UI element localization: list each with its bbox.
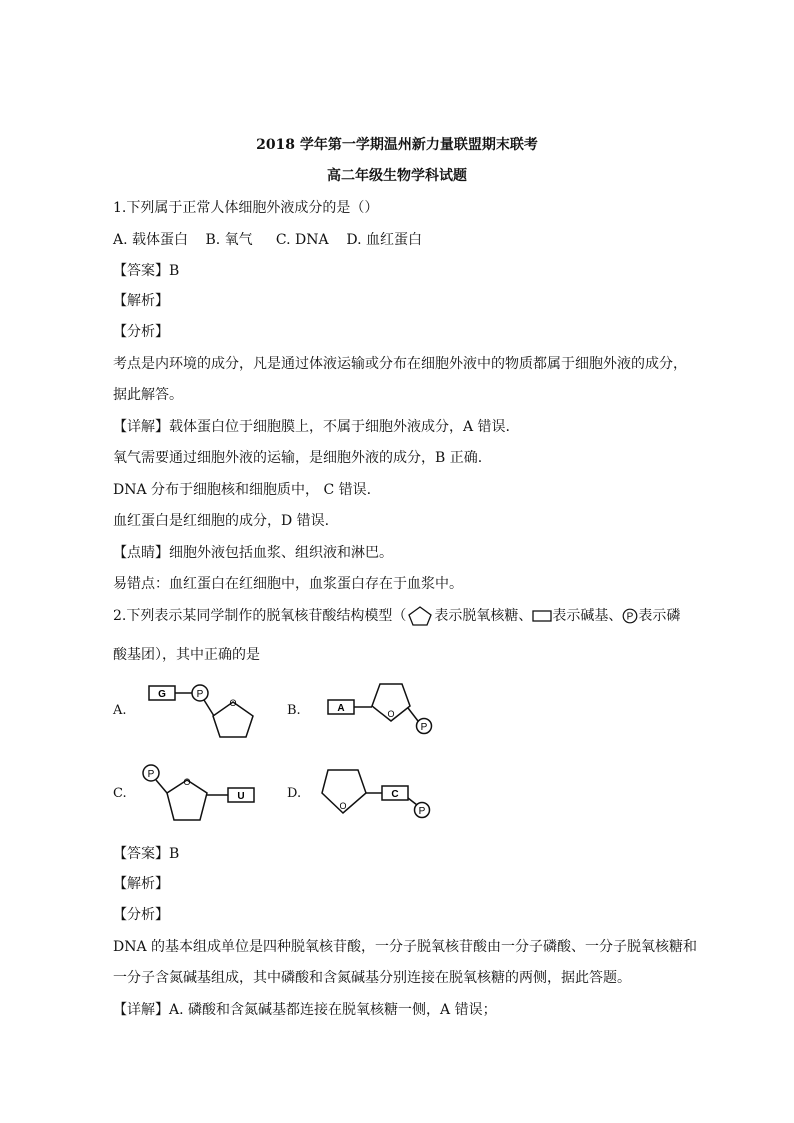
q1-detail-4: 血红蛋白是红细胞的成分，D 错误.	[113, 513, 330, 529]
q1-option-b: B. 氧气	[205, 232, 253, 248]
q1-analysis-2: 据此解答。	[113, 387, 183, 403]
phosphate-letter: P	[627, 611, 634, 623]
q2-stem	[113, 605, 693, 627]
phosphate-letter-a: P	[196, 689, 204, 700]
figure-a	[145, 680, 265, 742]
ring-oxygen-d: O	[339, 801, 347, 811]
q1-option-d: D. 血红蛋白	[346, 232, 422, 248]
exam-title: 2018 学年第一学期温州新力量联盟期末联考	[256, 137, 538, 153]
q2-detail-1: 【详解】A. 磷酸和含氮碱基都连接在脱氧核糖一侧，A 错误；	[113, 1002, 497, 1018]
figure-c	[140, 762, 260, 824]
figure-d	[318, 765, 438, 827]
figure-a-label: A.	[113, 703, 127, 718]
ring-oxygen-a: O	[229, 698, 237, 708]
figure-d-label: D.	[287, 786, 302, 801]
phosphate-letter-b: P	[420, 722, 428, 733]
base-letter-b: A	[337, 703, 345, 714]
q2-stem-a: 2.下列表示某同学制作的脱氧核苷酸结构模型（	[113, 608, 407, 624]
base-letter-a: G	[158, 689, 166, 700]
q1-option-c: C. DNA	[275, 232, 329, 248]
ring-oxygen-c: O	[183, 777, 191, 787]
q1-detail-1: 【详解】载体蛋白位于细胞膜上，不属于细胞外液成分，A 错误.	[113, 419, 511, 435]
figure-b	[322, 675, 442, 737]
pentagon-icon	[406, 605, 434, 627]
rectangle-icon	[532, 609, 552, 623]
q2-fenxi: 【分析】	[113, 907, 169, 923]
q2-analysis-1: DNA 的基本组成单位是四种脱氧核苷酸，一分子脱氧核苷酸由一分子磷酸、一分子脱氧核糖和	[113, 939, 698, 955]
q2-analysis-2: 一分子含氮碱基组成，其中磷酸和含氮碱基分别连接在脱氧核糖的两侧，据此答题。	[113, 970, 631, 986]
exam-subtitle: 高二年级生物学科试题	[327, 168, 467, 184]
q1-pitfall: 易错点：血红蛋白在红细胞中，血浆蛋白存在于血浆中。	[113, 576, 463, 592]
q2-stem-b: 表示脱氧核糖、	[434, 608, 533, 624]
q1-analysis-1: 考点是内环境的成分，凡是通过体液运输或分布在细胞外液中的物质都属于细胞外液的成分，	[113, 356, 687, 372]
figure-c-label: C.	[113, 786, 127, 801]
q1-tip: 【点睛】细胞外液包括血浆、组织液和淋巴。	[113, 545, 393, 561]
phosphate-letter-c: P	[147, 769, 155, 780]
q2-stem-d: 表示磷	[638, 608, 681, 624]
q1-fenxi: 【分析】	[113, 324, 169, 340]
phosphate-letter-d: P	[418, 806, 426, 817]
q2-jiexi: 【解析】	[113, 876, 169, 892]
ring-oxygen-b: O	[387, 709, 395, 719]
q1-jiexi: 【解析】	[113, 293, 169, 309]
q2-stem-2: 酸基团），其中正确的是	[113, 647, 260, 663]
phosphate-circle-icon	[622, 608, 638, 624]
q1-option-a: A. 载体蛋白	[113, 232, 189, 248]
base-letter-c: U	[237, 791, 245, 802]
q1-options	[113, 229, 693, 249]
base-letter-d: C	[391, 789, 399, 800]
q2-answer: 【答案】B	[113, 846, 180, 862]
q1-detail-3: DNA 分布于细胞核和细胞质中， C 错误.	[113, 482, 372, 498]
q1-answer: 【答案】B	[113, 263, 180, 279]
q1-stem: 1.下列属于正常人体细胞外液成分的是（）	[113, 200, 379, 216]
figure-b-label: B.	[287, 703, 301, 718]
q1-detail-2: 氧气需要通过细胞外液的运输，是细胞外液的成分，B 正确.	[113, 450, 483, 466]
q2-stem-c: 表示碱基、	[552, 608, 623, 624]
